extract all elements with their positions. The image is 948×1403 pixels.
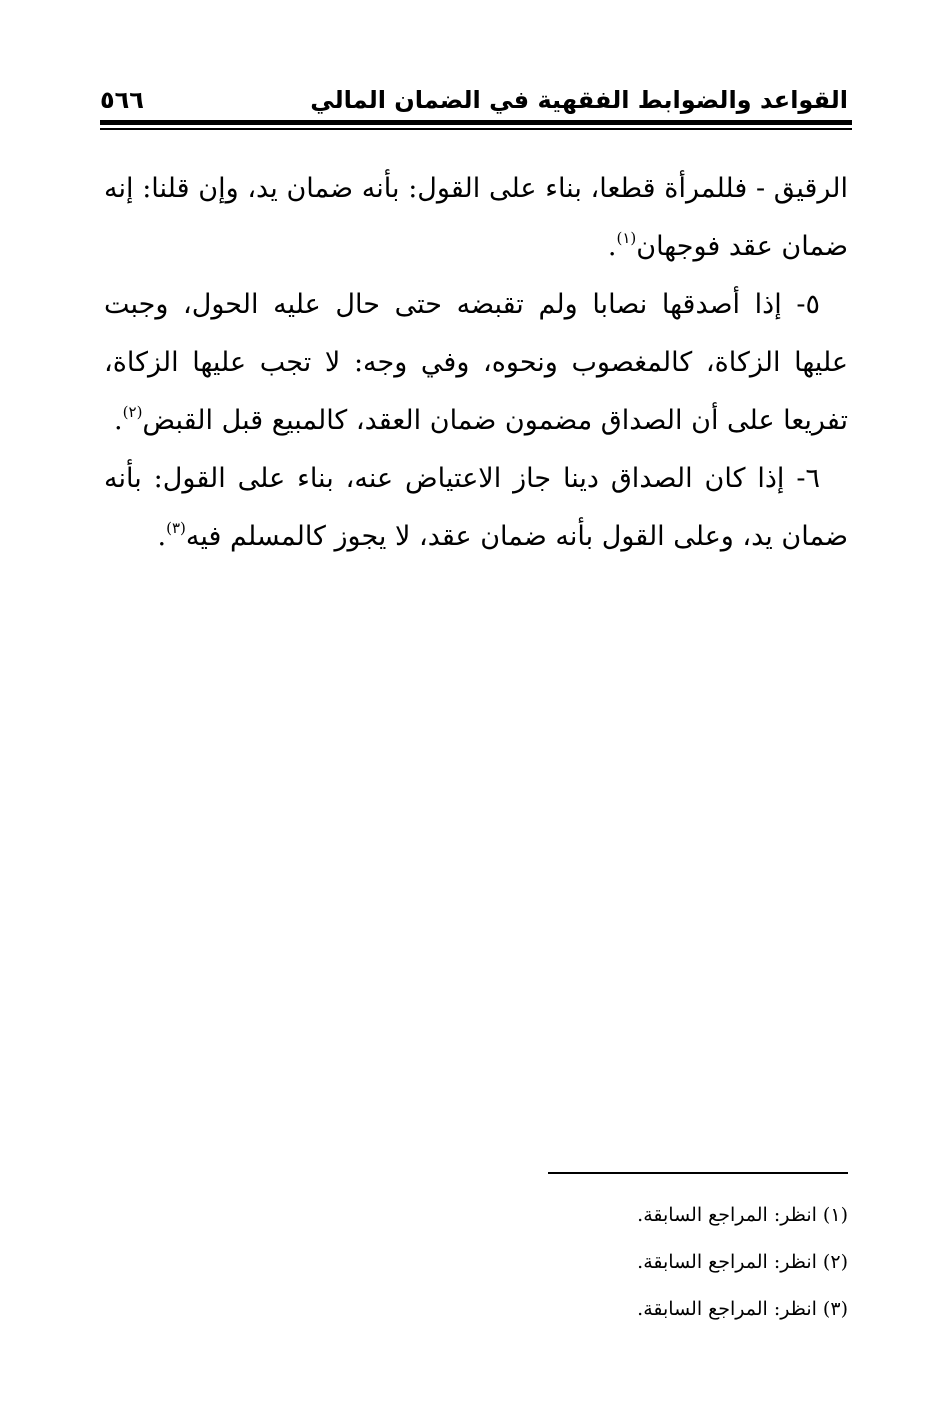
paragraph — [104, 160, 848, 276]
footnote-ref: (٢) — [122, 403, 143, 421]
header-rule-thin — [100, 128, 852, 130]
paragraph-text: الرقيق - فللمرأة قطعا، بناء على القول: بأنه ضمان يد، وإن قلنا: إنه ضمان عقد فوجهان — [104, 173, 848, 262]
paragraph — [104, 276, 848, 450]
running-header — [100, 80, 848, 120]
header-title: القواعد والضوابط الفقهية في الضمان المالي — [310, 86, 848, 114]
paragraph-end: . — [607, 231, 617, 262]
paragraph-text: ٦- إذا كان الصداق دينا جاز الاعتياض عنه، بناء على القول: بأنه ضمان يد، وعلى القول بأنه ضمان عقد، لا يجوز كالمسلم فيه — [104, 463, 848, 552]
footnote: (٢) انظر: المراجع السابقة. — [637, 1251, 848, 1273]
footnote-separator — [548, 1172, 848, 1174]
main-text — [104, 160, 848, 566]
paragraph — [104, 450, 848, 566]
footnote: (١) انظر: المراجع السابقة. — [637, 1204, 848, 1226]
footnote-ref: (٣) — [166, 519, 186, 537]
footnote-ref: (١) — [616, 229, 637, 247]
footnote: (٣) انظر: المراجع السابقة. — [637, 1298, 848, 1320]
header-rule-thick — [100, 120, 852, 125]
paragraph-end: . — [114, 405, 123, 436]
footnotes — [448, 1192, 848, 1333]
paragraph-text: ٥- إذا أصدقها نصابا ولم تقبضه حتى حال عليه الحول، وجبت عليها الزكاة، كالمغصوب ونحوه، وفي وجه: لا تجب عليها الزكاة، تفريعا على أن الصداق مضمون ضمان العقد، كالمبيع قبل القبض — [104, 289, 848, 436]
page-number: ٥٦٦ — [100, 86, 144, 114]
paragraph-end: . — [157, 521, 167, 552]
